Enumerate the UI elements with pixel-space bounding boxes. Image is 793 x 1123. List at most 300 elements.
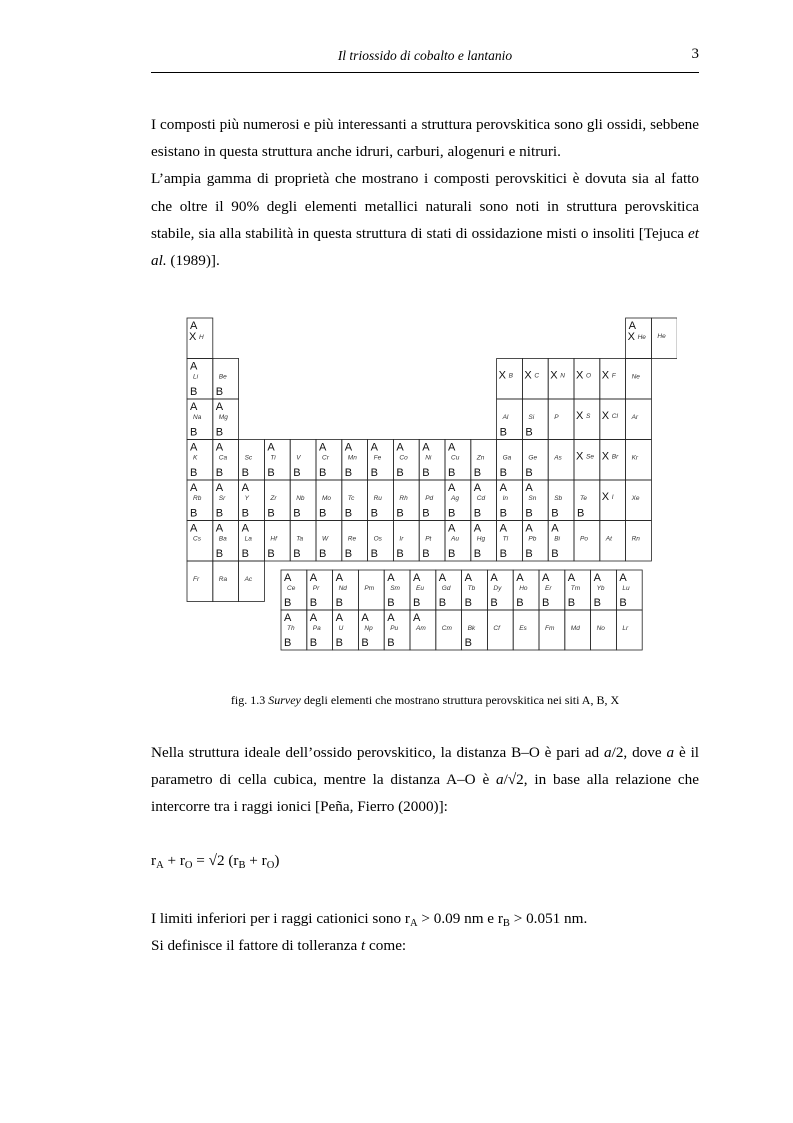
element-symbol: Md [570, 625, 580, 632]
element-symbol: No [596, 625, 605, 632]
site-a-label: A [413, 612, 421, 624]
site-a-label: A [370, 441, 378, 454]
element-symbol: W [322, 535, 329, 543]
site-x-label: X [189, 331, 197, 343]
element-symbol: H [199, 334, 204, 341]
site-b-label: B [190, 386, 198, 398]
site-b-label: B [319, 467, 327, 479]
element-symbol: Ce [287, 585, 296, 592]
cell-border [548, 399, 574, 440]
site-b-label: B [309, 597, 318, 609]
element-symbol: Au [451, 535, 459, 543]
element-w [316, 521, 342, 562]
element-symbol: Ir [399, 535, 404, 543]
site-a-label: A [387, 612, 395, 624]
cell-border [626, 399, 652, 440]
f-element-u [333, 610, 359, 650]
site-b-label: B [387, 597, 395, 609]
element-nb [290, 480, 316, 521]
element-symbol: S [586, 413, 591, 420]
site-b-label: B [344, 548, 353, 560]
periodic-table-svg [185, 316, 677, 656]
f-sub-o2: O [266, 860, 275, 871]
element-o [574, 359, 600, 400]
site-b-label: B [284, 597, 292, 609]
element-i [600, 480, 626, 521]
element-c [522, 359, 548, 400]
site-b-label: B [525, 548, 533, 560]
site-a-label: A [241, 482, 249, 494]
element-symbol: Cu [451, 454, 460, 462]
element-symbol: Ra [218, 576, 228, 583]
element-sr [213, 480, 239, 521]
element-symbol: La [244, 535, 252, 543]
p4-s1: I limiti inferiori per i raggi cationici sono r [151, 910, 410, 927]
element-symbol: Cm [441, 625, 452, 632]
header-title: Il triossido di cobalto e lantanio [337, 48, 513, 63]
element-symbol: V [296, 454, 301, 462]
element-in [497, 480, 523, 521]
element-symbol: Tl [502, 535, 509, 543]
site-b-label: B [370, 548, 378, 560]
site-b-label: B [542, 597, 550, 609]
p3-s2: /2, dove [611, 744, 667, 761]
element-symbol: He [637, 334, 646, 341]
element-zr [264, 480, 290, 521]
element-symbol: Ge [528, 454, 538, 462]
f-r1: r [151, 852, 157, 869]
site-a-label: A [525, 522, 533, 535]
element-symbol: Lr [622, 625, 629, 632]
paragraph-4 [151, 905, 699, 959]
paragraph-2-text: L’ampia gamma di proprietà che mostrano i composti perovskitici è dovuta sia al fatto che oltre il 90% degli elementi metallici naturali sono noti in struttura perovskitica stabile, sia alla stabilità in questa struttura di stati di ossidazione misti o insoliti [Tejuca [151, 170, 699, 242]
caption-italic: Survey [268, 693, 301, 707]
f-element-cf [487, 610, 513, 650]
f-element-pr [307, 570, 333, 610]
element-symbol: Cf [493, 625, 500, 632]
element-symbol: Cd [476, 495, 486, 502]
site-x-label: X [601, 369, 610, 382]
f-element-es [513, 610, 539, 650]
element-po [574, 521, 600, 562]
element-symbol: He [657, 333, 666, 340]
element-ge [522, 440, 548, 481]
p4-sub-b: B [502, 918, 510, 929]
f-element-yb [591, 570, 617, 610]
element-pt [419, 521, 445, 562]
site-a-label: A [628, 320, 636, 332]
element-symbol: Es [519, 625, 527, 632]
site-a-label: A [319, 441, 327, 454]
site-a-label: A [542, 572, 550, 584]
site-b-label: B [438, 597, 447, 609]
element-symbol: Hf [270, 535, 277, 543]
element-cu [445, 440, 471, 481]
site-a-label: A [284, 612, 292, 624]
element-h [187, 318, 213, 359]
element-symbol: Sb [554, 495, 563, 502]
f-element-th [281, 610, 307, 650]
element-symbol: Pm [364, 585, 375, 592]
caption-number: fig. 1.3 [230, 693, 269, 707]
site-b-label: B [241, 467, 249, 479]
f-element-pm [358, 570, 384, 610]
element-symbol: Hg [476, 535, 486, 543]
element-symbol: Bi [554, 535, 560, 543]
cell-border [487, 610, 513, 650]
element-symbol: Rn [631, 535, 640, 543]
site-a-label: A [413, 572, 421, 584]
site-b-label: B [309, 637, 318, 649]
f-element-ce [281, 570, 307, 610]
site-b-label: B [464, 597, 472, 609]
site-b-label: B [619, 597, 627, 609]
radius-formula [151, 852, 279, 870]
f-plus2: + r [245, 852, 267, 869]
site-x-label: X [524, 369, 532, 382]
f-eq: = √2 (r [192, 852, 239, 869]
paragraph-2 [151, 165, 699, 274]
element-cs [187, 521, 213, 562]
site-x-label: X [601, 491, 610, 503]
site-a-label: A [335, 612, 343, 624]
site-x-label: X [498, 369, 506, 382]
f-sub-b: B [238, 860, 246, 871]
p4-s3: > 0.051 nm. [509, 910, 588, 927]
element-si [522, 399, 548, 440]
site-b-label: B [593, 597, 601, 609]
element-symbol: Sm [390, 585, 400, 592]
element-symbol: Fe [373, 454, 382, 462]
element-he [651, 318, 677, 359]
site-b-label: B [448, 548, 456, 560]
site-a-label: A [619, 572, 627, 584]
site-a-label: A [464, 572, 472, 584]
site-b-label: B [190, 467, 198, 479]
element-symbol: I [611, 494, 614, 501]
site-b-label: B [370, 467, 378, 479]
element-re [342, 521, 368, 562]
element-kr [626, 440, 652, 481]
site-a-label: A [284, 572, 292, 584]
f-element-bk [462, 610, 488, 650]
p3-s1: Nella struttura ideale dell’ossido perovskitico, la distanza B–O è pari ad [151, 744, 604, 761]
f-element-fm [539, 610, 565, 650]
site-a-label: A [215, 482, 224, 494]
element-symbol: Dy [493, 585, 502, 592]
element-symbol: Nd [338, 585, 347, 592]
site-a-label: A [387, 572, 395, 584]
element-symbol: Mo [322, 495, 332, 502]
site-a-label: A [190, 522, 198, 535]
element-symbol: Na [193, 414, 202, 421]
element-ga [497, 440, 523, 481]
element-symbol: Ni [425, 454, 432, 462]
element-sc [239, 440, 265, 481]
f-element-am [410, 610, 436, 650]
f-element-cm [436, 610, 462, 650]
element-cr [316, 440, 342, 481]
f-element-gd [436, 570, 462, 610]
site-a-label: A [344, 441, 353, 454]
site-b-label: B [215, 507, 224, 520]
element-symbol: Ta [296, 535, 304, 543]
element-fr [187, 561, 213, 602]
element-rb [187, 480, 213, 521]
site-b-label: B [267, 467, 275, 479]
element-symbol: Nb [296, 495, 305, 502]
element-symbol: K [193, 454, 198, 462]
site-b-label: B [499, 426, 507, 439]
site-b-label: B [267, 507, 275, 520]
site-b-label: B [448, 507, 456, 520]
site-b-label: B [215, 386, 224, 398]
element-symbol: Gd [441, 585, 451, 592]
element-rh [393, 480, 419, 521]
element-symbol: As [554, 454, 562, 462]
element-symbol: Po [580, 535, 588, 543]
site-a-label: A [190, 360, 198, 373]
site-a-label: A [422, 441, 430, 454]
paragraph-1: I composti più numerosi e più interessanti a struttura perovskitica sono gli ossidi, sebbene esistano in questa struttura anche idruri, carburi, alogenuri e nitruri. [151, 116, 699, 161]
element-symbol: Si [528, 414, 535, 421]
element-symbol: Tc [347, 495, 355, 502]
paragraph-2-end: (1989)]. [166, 252, 220, 270]
f-element-sm [384, 570, 410, 610]
element-mg [213, 399, 239, 440]
element-symbol: In [502, 495, 509, 502]
site-b-label: B [473, 467, 482, 479]
element-symbol: Pa [312, 625, 321, 632]
element-symbol: Lu [622, 585, 630, 592]
site-b-label: B [473, 548, 482, 560]
site-b-label: B [490, 597, 498, 609]
site-a-label: A [396, 441, 404, 454]
site-b-label: B [215, 426, 224, 439]
element-cl [600, 399, 626, 440]
site-a-label: A [490, 572, 498, 584]
element-symbol: B [508, 372, 513, 380]
element-symbol: Ac [244, 576, 253, 583]
element-symbol: F [611, 372, 616, 380]
f-element-lu [616, 570, 642, 610]
element-xe [626, 480, 652, 521]
site-b-label: B [335, 597, 343, 609]
site-b-label: B [473, 507, 482, 520]
element-ca [213, 440, 239, 481]
running-header [151, 46, 699, 73]
site-b-label: B [499, 548, 507, 560]
element-symbol: C [534, 372, 540, 380]
element-symbol: Rh [399, 495, 408, 502]
limits-line [151, 905, 699, 932]
element-hf [264, 521, 290, 562]
site-b-label: B [396, 507, 404, 520]
site-a-label: A [215, 401, 224, 413]
site-a-label: A [473, 482, 482, 494]
site-b-label: B [396, 548, 404, 560]
element-symbol: Kr [631, 454, 639, 462]
periodic-table-figure [185, 316, 677, 656]
element-symbol: U [338, 625, 344, 632]
element-symbol: At [605, 535, 612, 543]
site-x-label: X [601, 410, 610, 422]
site-x-label: X [601, 450, 610, 463]
site-b-label: B [396, 467, 404, 479]
site-b-label: B [499, 467, 507, 479]
element-ru [368, 480, 394, 521]
element-symbol: Te [580, 495, 587, 502]
cell-border [187, 561, 213, 602]
figure-caption [151, 693, 699, 708]
element-ta [290, 521, 316, 562]
element-symbol: Ne [631, 373, 640, 381]
element-symbol: Ca [218, 454, 228, 462]
element-symbol: Al [502, 414, 509, 421]
site-b-label: B [422, 467, 430, 479]
cell-border [600, 521, 626, 562]
element-symbol: N [560, 372, 565, 380]
site-b-label: B [293, 507, 301, 520]
element-symbol: Cr [322, 454, 329, 462]
f-plus1: + r [163, 852, 185, 869]
intro-paragraphs [151, 111, 699, 274]
element-ni [419, 440, 445, 481]
f-element-tm [565, 570, 591, 610]
element-symbol: Pb [528, 535, 537, 543]
element-symbol: Ho [519, 585, 528, 592]
p4-t: t [361, 937, 366, 955]
site-b-label: B [319, 548, 327, 560]
element-symbol: Np [364, 625, 373, 632]
p4-sub-a: A [409, 918, 418, 929]
p4-s2: > 0.09 nm e r [417, 910, 503, 927]
element-as [548, 440, 574, 481]
element-symbol: Ag [451, 495, 459, 502]
cell-border [616, 610, 642, 650]
site-a-label: A [593, 572, 601, 584]
site-b-label: B [516, 597, 524, 609]
f-element-no [591, 610, 617, 650]
site-a-label: A [499, 482, 507, 494]
site-a-label: A [267, 441, 275, 454]
site-b-label: B [370, 507, 378, 520]
site-a-label: A [215, 522, 224, 535]
site-b-label: B [190, 426, 198, 439]
element-n [548, 359, 574, 400]
element-symbol: Ba [218, 535, 227, 543]
element-symbol: Cs [193, 535, 201, 543]
element-symbol: Fm [545, 625, 555, 632]
element-symbol: Tm [570, 585, 581, 592]
element-symbol: Se [586, 453, 594, 461]
site-b-label: B [567, 597, 576, 609]
element-ba [213, 521, 239, 562]
site-b-label: B [190, 507, 198, 520]
f-close: ) [274, 852, 280, 869]
site-b-label: B [464, 637, 472, 649]
element-symbol: Cl [611, 413, 618, 420]
f-element-er [539, 570, 565, 610]
site-b-label: B [551, 548, 559, 560]
site-a-label: A [499, 522, 507, 535]
site-b-label: B [319, 507, 327, 520]
element-symbol: Sr [218, 495, 226, 502]
element-bi [548, 521, 574, 562]
site-b-label: B [525, 467, 533, 479]
element-symbol: Zn [476, 454, 485, 462]
site-b-label: B [344, 507, 353, 520]
page-number: 3 [691, 46, 699, 62]
f-element-pu [384, 610, 410, 650]
element-symbol: Br [611, 453, 619, 461]
element-zn [471, 440, 497, 481]
site-a-label: A [438, 572, 447, 584]
site-a-label: A [551, 522, 559, 535]
f-element-lr [616, 610, 642, 650]
site-b-label: B [577, 507, 585, 520]
element-ti [264, 440, 290, 481]
element-at [600, 521, 626, 562]
element-symbol: Ru [373, 495, 382, 502]
f-element-md [565, 610, 591, 650]
element-symbol: Yb [596, 585, 605, 592]
site-a-label: A [448, 482, 456, 494]
p3-a1: a [604, 744, 612, 761]
element-symbol: Ga [502, 454, 512, 462]
p4-s5: come: [365, 937, 407, 955]
element-symbol: Y [244, 495, 249, 502]
element-symbol: Os [373, 535, 382, 543]
element-symbol: Bk [467, 625, 476, 632]
caption-text: degli elementi che mostrano struttura perovskitica nei siti A, B, X [300, 693, 620, 707]
element-ar [626, 399, 652, 440]
p3-a2: a [666, 744, 675, 761]
site-b-label: B [361, 637, 369, 649]
element-symbol: Ti [270, 454, 276, 462]
f-element-eu [410, 570, 436, 610]
site-b-label: B [293, 467, 301, 479]
element-symbol: Zr [270, 495, 277, 502]
element-symbol: Re [347, 535, 357, 543]
element-symbol: Am [416, 625, 426, 632]
f-element-nd [333, 570, 359, 610]
f-element-ho [513, 570, 539, 610]
element-symbol: Pd [425, 495, 434, 502]
site-b-label: B [448, 467, 456, 479]
element-s [574, 399, 600, 440]
element-symbol: Li [193, 373, 199, 381]
site-a-label: A [190, 401, 198, 413]
f-sub-o1: O [184, 860, 193, 871]
element-symbol: Tb [467, 585, 476, 592]
element-ir [393, 521, 419, 562]
site-b-label: B [525, 426, 533, 439]
site-b-label: B [387, 637, 395, 649]
site-a-label: A [448, 522, 456, 535]
site-a-label: A [448, 441, 456, 454]
element-cd [471, 480, 497, 521]
site-x-label: X [627, 331, 635, 343]
element-la [239, 521, 265, 562]
paragraph-3 [151, 739, 699, 821]
element-symbol: Be [218, 373, 227, 381]
element-pb [522, 521, 548, 562]
site-b-label: B [525, 507, 533, 520]
element-pd [419, 480, 445, 521]
element-he [626, 318, 652, 359]
site-a-label: A [335, 572, 343, 584]
